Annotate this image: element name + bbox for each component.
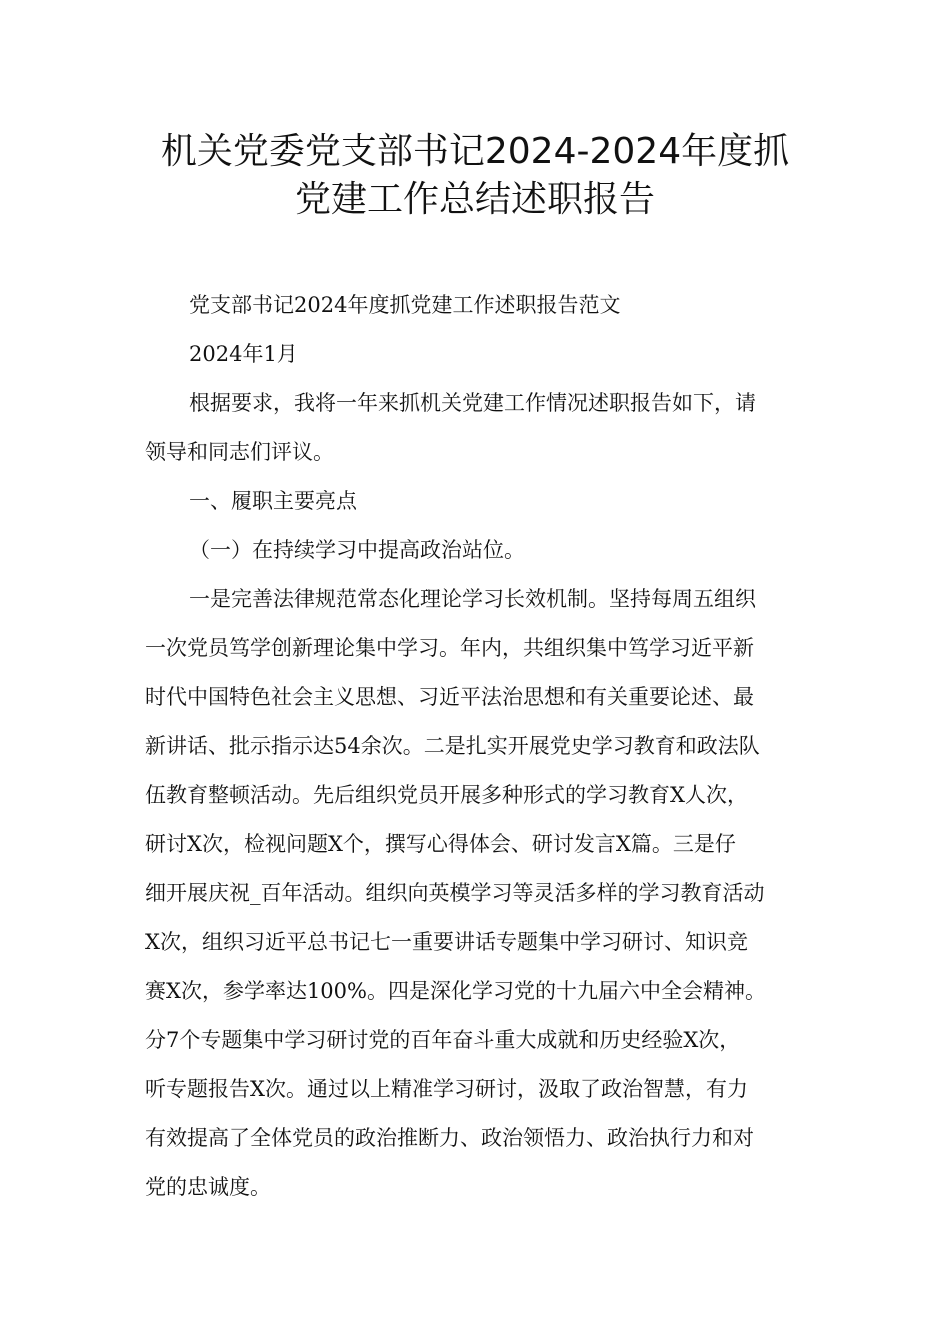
body-line: 听专题报告X次。通过以上精准学习研讨，汲取了政治智慧，有力 — [145, 1077, 748, 1101]
body-line: 党的忠诚度。 — [145, 1175, 271, 1199]
body-line: X次，组织习近平总书记七一重要讲话专题集中学习研讨、知识竞 — [145, 930, 748, 954]
date: 2024年1月 — [189, 342, 298, 366]
body-line: 研讨X次，检视问题X个，撰写心得体会、研讨发言X篇。三是仔 — [145, 832, 736, 856]
body-line: 有效提高了全体党员的政治推断力、政治领悟力、政治执行力和对 — [145, 1126, 754, 1150]
body-line: 伍教育整顿活动。先后组织党员开展多种形式的学习教育X人次， — [145, 783, 748, 807]
body-paragraph — [145, 575, 805, 1212]
body-line: 分7个专题集中学习研讨党的百年奋斗重大成就和历史经验X次， — [145, 1028, 741, 1052]
subtitle-paragraph — [145, 281, 805, 330]
intro-line: 领导和同志们评议。 — [145, 440, 334, 464]
section-heading: 一、履职主要亮点 — [189, 489, 357, 513]
document-title — [120, 128, 830, 224]
intro-line: 根据要求，我将一年来抓机关党建工作情况述职报告如下，请 — [189, 391, 756, 415]
body-line: 赛X次，参学率达100%。四是深化学习党的十九届六中全会精神。 — [145, 979, 766, 1003]
subsection-heading: （一）在持续学习中提高政治站位。 — [189, 538, 525, 562]
date-paragraph — [145, 330, 805, 379]
section-heading-paragraph — [145, 477, 805, 526]
body-line: 一次党员笃学创新理论集中学习。年内，共组织集中笃学习近平新 — [145, 636, 754, 660]
intro-paragraph — [145, 379, 805, 477]
subsection-heading-paragraph — [145, 526, 805, 575]
title-line-1: 机关党委党支部书记2024-2024年度抓 — [160, 131, 790, 172]
body-line: 时代中国特色社会主义思想、习近平法治思想和有关重要论述、最 — [145, 685, 754, 709]
body-line: 细开展庆祝_百年活动。组织向英模学习等灵活多样的学习教育活动 — [145, 881, 765, 905]
body-line: 一是完善法律规范常态化理论学习长效机制。坚持每周五组织 — [189, 587, 756, 611]
body-line: 新讲话、批示指示达54余次。二是扎实开展党史学习教育和政法队 — [145, 734, 760, 758]
subtitle: 党支部书记2024年度抓党建工作述职报告范文 — [189, 293, 621, 317]
document-body — [145, 281, 805, 1212]
title-line-2: 党建工作总结述职报告 — [294, 179, 655, 220]
